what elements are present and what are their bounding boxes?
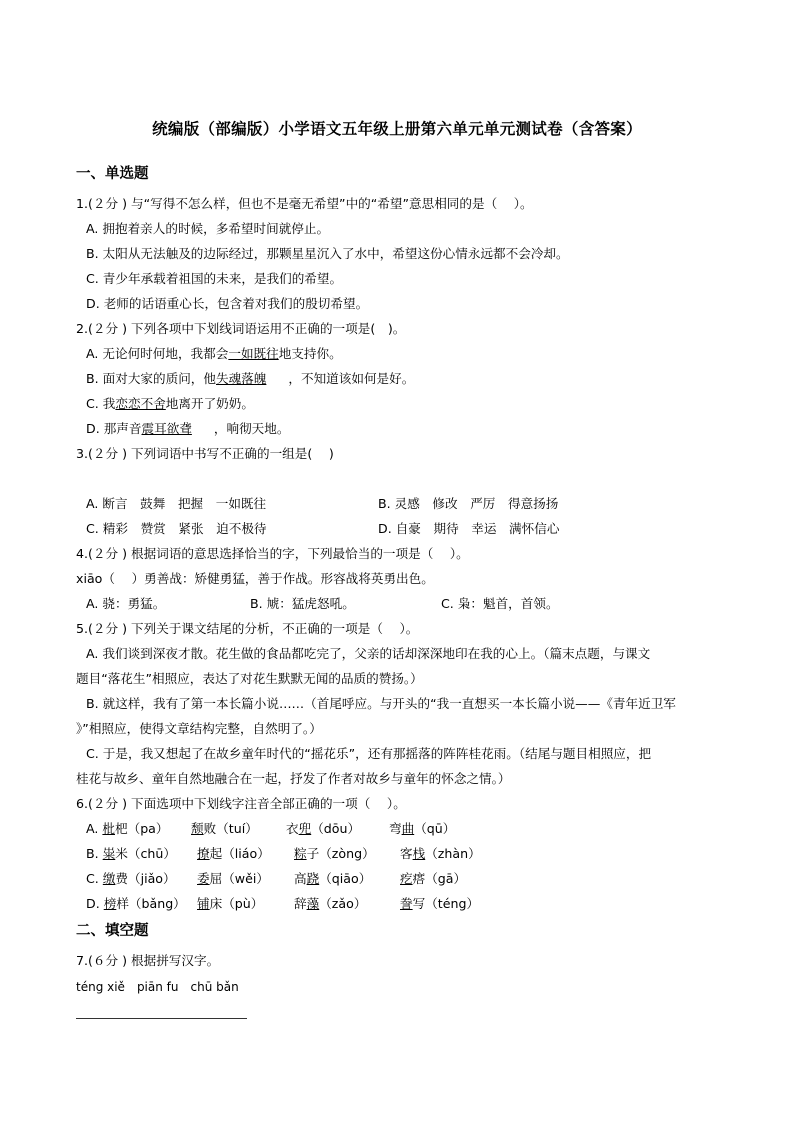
question-6-stem: 6.(２分 ) 下面选项中下划线字注音全部正确的一项（ ）。 — [76, 796, 406, 811]
question-2-option-d: D. 那声音震耳欲聋 ，响彻天地。 — [86, 421, 290, 436]
question-4-option-c: C. 枭：魁首，首领。 — [441, 596, 559, 611]
question-3-option-a: A. 断言 鼓舞 把握 一如既往 — [86, 496, 267, 511]
underlined-term: 震耳欲聋 — [141, 421, 192, 436]
question-2-option-a: A. 无论何时何地，我都会一如既往地支持你。 — [86, 346, 342, 361]
question-2-stem: 2.(２分 ) 下列各项中下划线词语运用不正确的一项是( )。 — [76, 321, 406, 336]
question-5-option-c-line1: C. 于是，我又想起了在故乡童年时代的“摇花乐”，还有那摇落的阵阵桂花雨。（结尾与题目相照应，把 — [86, 746, 652, 761]
question-7-pinyin: téng xiě piān fu chū bǎn — [76, 980, 239, 994]
question-4-option-a: A. 骁：勇猛。 — [86, 596, 166, 611]
question-5-option-b-line2: 》”相照应，使得文章结构完整，自然明了。） — [76, 721, 322, 736]
question-1-option-a: A. 拥抱着亲人的时候，多希望时间就停止。 — [86, 221, 330, 236]
document-title: 统编版（部编版）小学语文五年级上册第六单元单元测试卷（含答案） — [152, 119, 642, 138]
section-heading-fill-in: 二、填空题 — [76, 923, 149, 939]
question-5-stem: 5.(２分 ) 下列关于课文结尾的分析，不正确的一项是（ ）。 — [76, 621, 419, 636]
underlined-term: 失魂落魄 — [216, 371, 267, 386]
question-4-definition: xiāo（ ）勇善战：矫健勇猛，善于作战。形容战将英勇出色。 — [76, 571, 434, 586]
question-3-option-c: C. 精彩 赞赏 紧张 迫不极待 — [86, 521, 267, 536]
underlined-term: 恋恋不舍 — [115, 396, 166, 411]
question-3-option-d: D. 自豪 期待 幸运 满怀信心 — [378, 521, 560, 536]
question-4-stem: 4.(２分 ) 根据词语的意思选择恰当的字，下列最恰当的一项是（ ）。 — [76, 546, 469, 561]
question-7-stem: 7.(６分 ) 根据拼写汉字。 — [76, 953, 220, 968]
question-5-option-b-line1: B. 就这样，我有了第一本长篇小说……（首尾呼应。与开头的“我一直想买一本长篇小说——《青年近卫军 — [86, 696, 676, 711]
underlined-term: 一如既往 — [228, 346, 279, 361]
question-2-option-c: C. 我恋恋不舍地离开了奶奶。 — [86, 396, 254, 411]
question-1-option-b: B. 太阳从无法触及的边际经过，那颗星星沉入了水中，希望这份心情永远都不会冷却。 — [86, 246, 569, 261]
question-6-option-b: B. 粜米（chū） 撩起（liáo） 粽子（zòng） 客栈（zhàn） — [86, 846, 481, 861]
question-5-option-a-line2: 题目“落花生”相照应，表达了对花生默默无闻的品质的赞扬。） — [76, 671, 423, 686]
question-1-option-c: C. 青少年承载着祖国的未来，是我们的希望。 — [86, 271, 343, 286]
question-5-option-c-line2: 桂花与故乡、童年自然地融合在一起，抒发了作者对故乡与童年的怀念之情。） — [76, 771, 511, 786]
section-heading-single-choice: 一、单选题 — [76, 166, 149, 182]
question-6-option-a: A. 枇杷（pa） 颓败（tuí） 衣兜（dōu） 弯曲（qū） — [86, 821, 456, 836]
question-2-option-b: B. 面对大家的质问，他失魂落魄 ，不知道该如何是好。 — [86, 371, 415, 386]
question-3-stem: 3.(２分 ) 下列词语中书写不正确的一组是( ) — [76, 446, 334, 461]
question-6-option-d: D. 榜样（bǎng） 铺床（pù） 辞藻（zǎo） 誊写（téng） — [86, 896, 480, 911]
question-1-option-d: D. 老师的话语重心长，包含着对我们的殷切希望。 — [86, 296, 369, 311]
answer-blank-line[interactable] — [76, 1018, 247, 1019]
question-5-option-a-line1: A. 我们谈到深夜才散。花生做的食品都吃完了，父亲的话却深深地印在我的心上。（篇末点题，与课文 — [86, 646, 651, 661]
question-6-option-c: C. 缴费（jiǎo） 委屈（wěi） 高跷（qiāo） 疙瘩（gā） — [86, 871, 467, 886]
question-4-option-b: B. 虓：猛虎怒吼。 — [250, 596, 355, 611]
question-3-option-b: B. 灵感 修改 严厉 得意扬扬 — [378, 496, 559, 511]
question-1-stem: 1.(２分 ) 与“写得不怎么样，但也不是毫无希望”中的“希望”意思相同的是（ ）。 — [76, 196, 533, 211]
